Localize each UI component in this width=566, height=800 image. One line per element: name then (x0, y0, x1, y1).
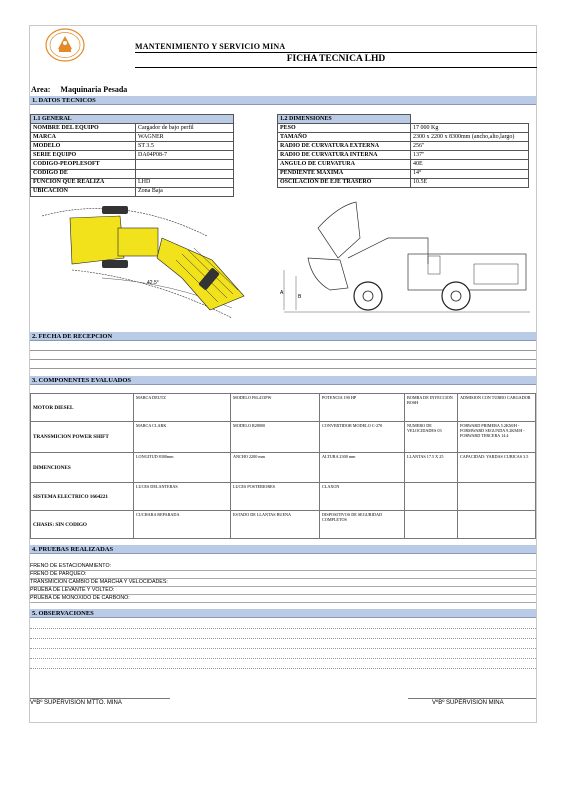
table-row: TRANSMICION POWER SHIFT MARCA CLARK MODELO R28000 CONVERTIDOR MODELO C-270 NUMERO DE VELOCIDADES 03 FORWARD PRIMERA 5.2KM/H - FORMWARD SEGUNDA 9.2KM/H - FORWARD TERCERA 14.4 (31, 422, 536, 453)
table-row: CHASIS: SIN CODIGO CUCHARA REPARADA ESTADO DE LLANTAS BUENA DISPOSITIVOS DE SEGURIDAD COMPLETOS (31, 511, 536, 539)
prueba-item: PRUEBA DE LEVANTE Y VOLTEO: (30, 587, 115, 593)
dim-a-label: A (280, 290, 284, 296)
area-value: Maquinaria Pesada (60, 85, 128, 94)
signature-left: VºBº SUPERVISION MTTO. MINA (30, 700, 122, 706)
dimensiones-heading: 1.2 DIMENSIONES (278, 115, 411, 124)
signature-line-right (408, 698, 536, 699)
table-row: CODIGO DE (31, 169, 234, 178)
section-fecha-recepcion: 2. FECHA DE RECEPCION (30, 332, 536, 341)
header-rule (135, 52, 537, 53)
prueba-item: FRENO DE ESTACIONAMIENTO: (30, 563, 112, 569)
prueba-line (30, 602, 536, 603)
table-row: MODELO ST 3.5 (31, 142, 234, 151)
header-subtitle: FICHA TECNICA LHD (286, 54, 386, 64)
signature-right: VºBº SUPERVISION MINA (432, 700, 504, 706)
section-componentes: 3. COMPONENTES EVALUADOS (30, 376, 536, 385)
company-logo-icon (44, 27, 86, 63)
table-row: RADIO DE CURVATURA EXTERNA 256" (278, 142, 529, 151)
header-rule-bottom (135, 67, 537, 68)
diagram-angle-label: 42.5° (147, 280, 159, 286)
loader-side-view-diagram (278, 198, 534, 323)
table-row: PESO 17 000 Kg (278, 124, 529, 133)
header-title: MANTENIMIENTO Y SERVICIO MINA (135, 42, 286, 51)
area-label (31, 85, 127, 94)
table-row: MARCA WAGNER (31, 133, 234, 142)
table-row: MOTOR DIESEL MARCA DEUTZ MODELO F6L413FW POTENCIA 190 HP BOMBA DE INYECCION BOSH ADMISION CON TURBO CARGADOR (31, 394, 536, 422)
table-row: FUNCION QUE REALIZA LHD (31, 178, 234, 187)
table-row: RADIO DE CURVATURA INTERNA 137" (278, 151, 529, 160)
table-row: CODIGO-PEOPLESOFT (31, 160, 234, 169)
table-row: TAMAÑO 2300 x 2200 x 8300mm (ancho,alto,largo) (278, 133, 529, 142)
table-row: ANGULO DE CURVATURA 40E (278, 160, 529, 169)
observaciones-row (30, 658, 536, 669)
prueba-line (30, 570, 536, 571)
table-row: SERIE EQUIPO DA04P08-7 (31, 151, 234, 160)
table-row: DIMENCIONES LONGITUD 8300mm ANCHO 2200 mm ALTURA 2300 mm LLANTAS 17.5 X 25 CAPACIDAD: YARDAS CUBICAS 3.5 (31, 453, 536, 483)
table-row: PENDIENTE MAXIMA 14° (278, 169, 529, 178)
loader-top-view-diagram (32, 198, 272, 323)
section-datos-tecnicos: 1. DATOS TECNICOS (30, 96, 536, 105)
prueba-item: TRANSMICION CAMBIO DE MARCHA Y VELOCIDADES: (30, 579, 168, 585)
general-heading: 1.1 GENERAL (31, 115, 234, 124)
area-key: Area: (31, 85, 51, 94)
table-row: NOMBRE DEL EQUIPO Cargador de bajo perfil (31, 124, 234, 133)
table-row: OSCILACION DE EJE TRASERO 10.5E (278, 178, 529, 187)
prueba-item: FRENO DE PARQUEO: (30, 571, 87, 577)
section-observaciones: 5. OBSERVACIONES (30, 609, 536, 618)
dimensiones-table (277, 114, 529, 188)
signature-line-left (30, 698, 170, 699)
general-table (30, 114, 234, 197)
table-row: SISTEMA ELECTRICO 1664221 LUCES DELANTERAS LUCES POSTERIORES CLAXON (31, 483, 536, 511)
prueba-item: PRUEBA DE MONOXIDO DE CARBONO: (30, 595, 130, 601)
dim-b-label: B (298, 294, 302, 300)
table-row: UBICACIÓN Zona Baja (31, 187, 234, 196)
recepcion-row (30, 359, 536, 369)
section-pruebas: 4. PRUEBAS REALIZADAS (30, 545, 536, 554)
componentes-table (30, 393, 536, 539)
